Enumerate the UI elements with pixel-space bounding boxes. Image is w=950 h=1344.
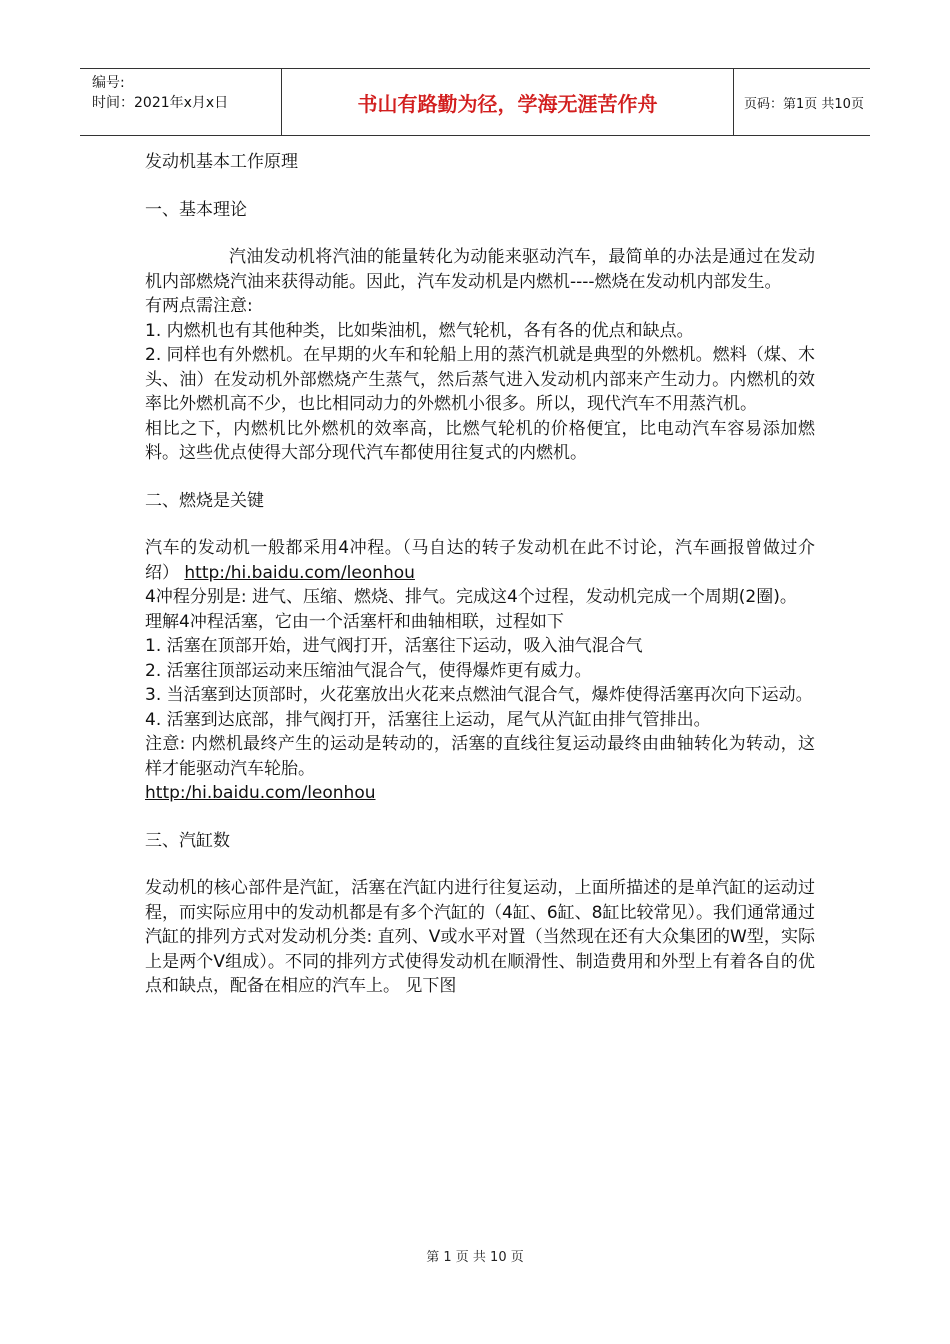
paragraph: 1. 活塞在顶部开始，进气阀打开，活塞往下运动，吸入油气混合气 [145,636,643,656]
paragraph: 发动机的核心部件是汽缸，活塞在汽缸内进行往复运动，上面所描述的是单汽缸的运动过程，而实际应用中的发动机都是有多个汽缸的（4缸、6缸、8缸比较常见）。我们通常通过汽缸的排列方式对发动机分类: 直列、V或水平对置（当然现在还有大众集团的W型，实际上是两个V组成）。不同的排列方式使得发动机在顺滑性、制造费用和外型上有着各自的优点和缺点，配备在相应的汽车上。 见下图 [145,878,815,996]
code-label: 编号: [92,75,125,91]
reference-link[interactable]: http:/hi.baidu.com/leonhou [184,562,415,583]
paragraph: 4冲程分别是: 进气、压缩、燃烧、排气。完成这4个过程，发动机完成一个周期(2圈)。 [145,587,797,607]
paragraph: 2. 同样也有外燃机。在早期的火车和轮船上用的蒸汽机就是典型的外燃机。燃料（煤、木头、油）在发动机外部燃烧产生蒸气，然后蒸气进入发动机内部来产生动力。内燃机的效率比外燃机高不少，也比相同动力的外燃机小很多。所以，现代汽车不用蒸汽机。 [145,345,815,414]
page-footer: 第 1 页 共 10 页 [426,1250,524,1265]
paragraph: 4. 活塞到达底部，排气阀打开，活塞往上运动，尾气从汽缸由排气管排出。 [145,709,711,730]
header-meta [80,69,282,135]
paragraph: 有两点需注意: [145,296,253,316]
document-body [145,150,815,999]
doc-title: 发动机基本工作原理 [145,152,298,172]
paragraph [145,536,815,585]
paragraph: 3. 当活塞到达顶部时，火花塞放出火花来点燃油气混合气，爆炸使得活塞再次向下运动。 [145,685,813,705]
section-heading-2: 二、燃烧是关键 [145,490,264,511]
header-page-label: 页码：第1页 共10页 [744,96,864,112]
page-header [80,68,870,136]
paragraph-text: 汽车的发动机一般都采用4冲程。（马自达的转子发动机在此不讨论，汽车画报曾做过介绍） [145,538,815,583]
time-label: 时间：2021年x月x日 [92,95,229,111]
paragraph: 理解4冲程活塞，它由一个活塞杆和曲轴相联，过程如下 [145,611,564,632]
header-motto: 书山有路勤为径，学海无涯苦作舟 [282,69,734,135]
link-line [145,781,815,806]
reference-link[interactable]: http:/hi.baidu.com/leonhou [145,783,376,803]
section-heading-3: 三、汽缸数 [145,830,230,851]
section-heading-1: 一、基本理论 [145,199,247,220]
paragraph: 1. 内燃机也有其他种类，比如柴油机，燃气轮机，各有各的优点和缺点。 [145,320,694,341]
paragraph: 2. 活塞往顶部运动来压缩油气混合气，使得爆炸更有威力。 [145,660,592,681]
paragraph: 注意: 内燃机最终产生的运动是转动的，活塞的直线往复运动最终由曲轴转化为转动，这样才能驱动汽车轮胎。 [145,734,815,779]
paragraph: 汽油发动机将汽油的能量转化为动能来驱动汽车，最简单的办法是通过在发动机内部燃烧汽油来获得动能。因此，汽车发动机是内燃机----燃烧在发动机内部发生。 [145,247,815,292]
paragraph: 相比之下，内燃机比外燃机的效率高，比燃气轮机的价格便宜，比电动汽车容易添加燃料。这些优点使得大部分现代汽车都使用往复式的内燃机。 [145,418,815,463]
